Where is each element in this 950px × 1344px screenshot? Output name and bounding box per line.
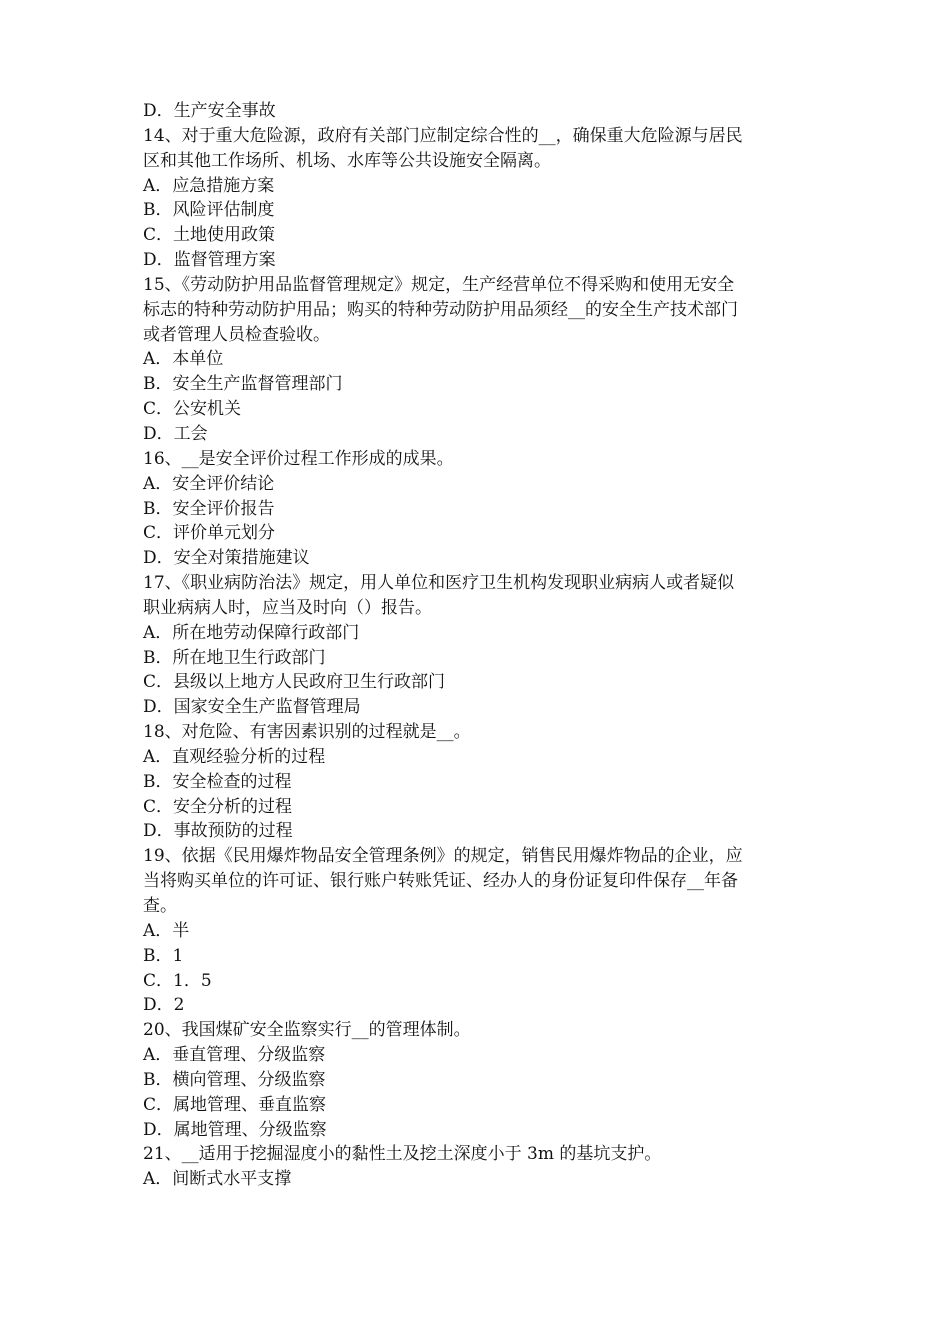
answer-option: A．安全评价结论	[143, 473, 275, 494]
answer-option: A．应急措施方案	[143, 175, 275, 196]
answer-option: D．国家安全生产监督管理局	[143, 697, 361, 718]
answer-option: C．土地使用政策	[143, 225, 276, 246]
question-text: 14、对于重大危险源，政府有关部门应制定综合性的__，确保重大危险源与居民	[143, 125, 743, 146]
answer-option: A．垂直管理、分级监察	[143, 1045, 326, 1066]
question-text: 17、《职业病防治法》规定，用人单位和医疗卫生机构发现职业病病人或者疑似	[143, 573, 735, 594]
answer-option: A．本单位	[143, 349, 224, 370]
answer-option: C．公安机关	[143, 399, 242, 420]
answer-option: C．1．5	[143, 970, 212, 991]
answer-option: A．半	[143, 920, 190, 941]
answer-option: D．事故预防的过程	[143, 821, 293, 842]
answer-option: A．所在地劳动保障行政部门	[143, 622, 360, 643]
document-page	[143, 99, 823, 1192]
answer-option: D．2	[143, 995, 185, 1016]
answer-option: D．监督管理方案	[143, 250, 276, 271]
answer-option: C．评价单元划分	[143, 523, 276, 544]
answer-option: D．属地管理、分级监察	[143, 1119, 327, 1140]
answer-option: B．风险评估制度	[143, 200, 275, 221]
answer-option: B．安全评价报告	[143, 498, 275, 519]
question-text: 职业病病人时，应当及时向（）报告。	[143, 597, 432, 618]
answer-option: B．安全检查的过程	[143, 771, 292, 792]
question-text: 当将购买单位的许可证、银行账户转账凭证、经办人的身份证复印件保存__年备	[143, 871, 738, 892]
answer-option: B．安全生产监督管理部门	[143, 374, 343, 395]
answer-option: D．工会	[143, 423, 208, 444]
question-text: 或者管理人员检查验收。	[143, 324, 330, 345]
question-text: 16、__是安全评价过程工作形成的成果。	[143, 448, 454, 469]
answer-option: D．安全对策措施建议	[143, 548, 310, 569]
answer-option: D．生产安全事故	[143, 101, 276, 121]
question-text: 15、《劳动防护用品监督管理规定》规定，生产经营单位不得采购和使用无安全	[143, 274, 735, 295]
answer-option: B．1	[143, 945, 184, 966]
question-text: 21、__适用于挖掘湿度小的黏性土及挖土深度小于 3m 的基坑支护。	[143, 1144, 662, 1165]
question-text: 标志的特种劳动防护用品；购买的特种劳动防护用品须经__的安全生产技术部门	[143, 299, 738, 320]
answer-option: A．间断式水平支撑	[143, 1169, 292, 1190]
answer-option: B．横向管理、分级监察	[143, 1069, 326, 1090]
question-text: 查。	[143, 896, 177, 916]
question-text: 18、对危险、有害因素识别的过程就是__。	[143, 722, 471, 743]
answer-option: C．属地管理、垂直监察	[143, 1094, 327, 1115]
question-text: 20、我国煤矿安全监察实行__的管理体制。	[143, 1020, 471, 1041]
answer-option: B．所在地卫生行政部门	[143, 647, 326, 668]
answer-option: C．县级以上地方人民政府卫生行政部门	[143, 672, 446, 693]
question-text: 区和其他工作场所、机场、水库等公共设施安全隔离。	[143, 150, 551, 171]
answer-option: A．直观经验分析的过程	[143, 746, 326, 767]
question-text: 19、依据《民用爆炸物品安全管理条例》的规定，销售民用爆炸物品的企业，应	[143, 846, 743, 867]
answer-option: C．安全分析的过程	[143, 796, 293, 817]
